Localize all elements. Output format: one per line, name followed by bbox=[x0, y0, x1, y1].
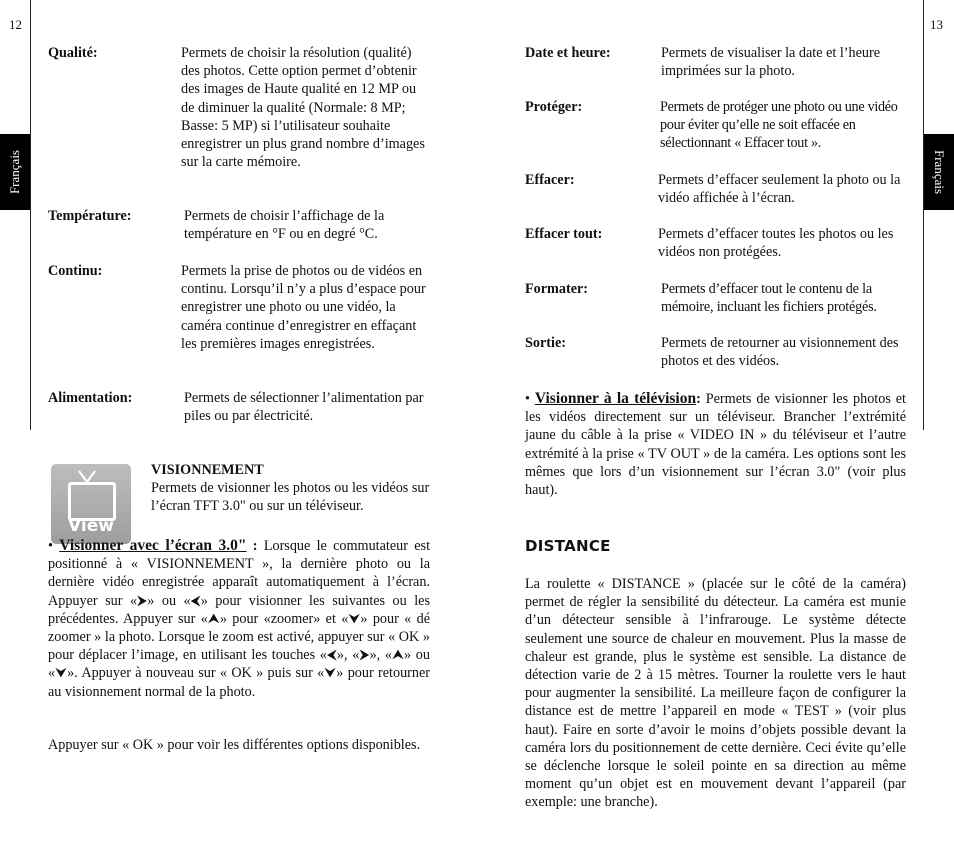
language-tab-left bbox=[0, 134, 30, 210]
term-temperature: Température: bbox=[48, 208, 132, 224]
page-border-left bbox=[30, 0, 31, 430]
term-formater: Formater: bbox=[525, 281, 589, 297]
visionnement-heading: VISIONNEMENT bbox=[151, 462, 264, 478]
language-tab-right bbox=[924, 134, 954, 210]
desc-date-heure: Permets de visualiser la date et l’heure imprimées sur la photo. bbox=[661, 45, 881, 80]
colon: : bbox=[696, 391, 701, 407]
desc-proteger: Permets de protéger une photo ou une vidéo pour éviter qu’elle ne soit effacée en sélectionnant « Effacer tout ». bbox=[660, 99, 898, 152]
desc-formater: Permets d’effacer tout le contenu de la mémoire, incluant les fichiers protégés. bbox=[661, 281, 877, 316]
ecran-text: Lorsque le commutateur est positionné à « VISIONNEMENT », la dernière photo ou la dernière vidéo enregistrée apparaît automatiquement à l’écran. Appuyer sur «⮞» ou «⮜» pour visionner les suivantes ou les précédentes. Appuyer sur «⮝» pour «zoomer» et «⮟» pour « dé zoomer » la photo. Lorsque le zoom est activé, appuyer sur « OK » pour déplacer l’image, en utilisant les touches «⮜», «⮞», «⮝» ou «⮟». Appuyer à nouveau sur « OK » puis sur «⮟» pour retourner au visionnement normal de la photo. bbox=[48, 538, 431, 700]
desc-sortie: Permets de retourner au visionnement des photos et des vidéos. bbox=[661, 335, 899, 370]
term-sortie: Sortie: bbox=[525, 335, 566, 351]
term-date-heure: Date et heure: bbox=[525, 45, 611, 61]
ecran-heading: Visionner avec l’écran 3.0" bbox=[59, 537, 247, 554]
term-continu: Continu: bbox=[48, 263, 103, 279]
desc-effacer: Permets d’effacer seulement la photo ou la vidéo affichée à l’écran. bbox=[658, 172, 901, 207]
tv-heading: Visionner à la télévision bbox=[534, 390, 697, 407]
tv-paragraph bbox=[525, 390, 906, 499]
view-icon-label: View bbox=[68, 516, 114, 536]
bullet: • bbox=[48, 538, 53, 554]
term-effacer-tout: Effacer tout: bbox=[525, 226, 603, 242]
page-border-right bbox=[923, 0, 924, 430]
visionnement-text: Permets de visionner les photos ou les vidéos sur l’écran TFT 3.0" ou sur un téléviseur. bbox=[151, 480, 430, 515]
page-number-left: 12 bbox=[9, 17, 22, 32]
distance-heading: DISTANCE bbox=[525, 537, 611, 555]
term-proteger: Protéger: bbox=[525, 99, 583, 115]
visionnement-section bbox=[151, 461, 431, 516]
desc-alimentation: Permets de sélectionner l’alimentation par piles ou par électricité. bbox=[184, 390, 424, 425]
colon: : bbox=[246, 538, 258, 554]
page-number-right: 13 bbox=[930, 17, 943, 32]
bullet: • bbox=[525, 391, 530, 407]
language-tab-label: Français bbox=[932, 149, 948, 195]
distance-paragraph: La roulette « DISTANCE » (placée sur le côté de la caméra) permet de régler la sensibilité du détecteur. La caméra est munie d’un détecteur sensible à l’infrarouge. Le système détecte seulement une source de chaleur en mouvement. Plus la masse de chaleur est grande, plus le système est sensible. La distance de détection varie de 2 à 15 mètres. Tourner la roulette vers le haut pour augmenter la sensibilité. La meilleure façon de configurer la distance est de mettre l’appareil en mode « TEST » (voir plus haut). Faire en sorte d’avoir le moins d’objets possible devant la caméra lors du positionnement de cette dernière. Ceci évite qu’elle se déclenche lorsque le soleil pointe en sa direction au même moment qu’un objet est en mouvement devant l’appareil (par exemple: une branche). bbox=[525, 576, 906, 811]
desc-effacer-tout: Permets d’effacer toutes les photos ou les vidéos non protégées. bbox=[658, 226, 894, 261]
language-tab-label: Français bbox=[6, 149, 22, 195]
desc-continu: Permets la prise de photos ou de vidéos en continu. Lorsqu’il n’y a plus d’espace pour enregistrer une photo ou une vidéo, la caméra continue d’enregistrer en effaçant les premières images enregistrées. bbox=[181, 263, 426, 352]
ecran-paragraph bbox=[48, 537, 430, 701]
ok-paragraph: Appuyer sur « OK » pour voir les différentes options disponibles. bbox=[48, 737, 421, 753]
term-qualite: Qualité: bbox=[48, 45, 98, 61]
desc-temperature: Permets de choisir l’affichage de la température en °F ou en degré °C. bbox=[184, 208, 385, 243]
desc-qualite: Permets de choisir la résolution (qualité) des photos. Cette option permet d’obtenir des images de Haute qualité en 12 MP ou de diminuer la qualité (Normale: 8 MP; Basse: 5 MP) si l’utilisateur souhaite enregistrer un plus grand nombre d’images sur la carte mémoire. bbox=[181, 45, 425, 171]
term-alimentation: Alimentation: bbox=[48, 390, 133, 406]
term-effacer: Effacer: bbox=[525, 172, 575, 188]
tv-text: Permets de visionner les photos et les vidéos directement sur un téléviseur. Brancher l’extrémité jaune du câble à la prise « VIDEO IN » du téléviseur et l’autre extrémité à la prise « TV OUT » de la caméra. Les options sont les mêmes que lors d’un visionnement sur l’écran 3.0" (voir plus haut). bbox=[525, 391, 906, 499]
view-tv-icon bbox=[51, 464, 131, 544]
